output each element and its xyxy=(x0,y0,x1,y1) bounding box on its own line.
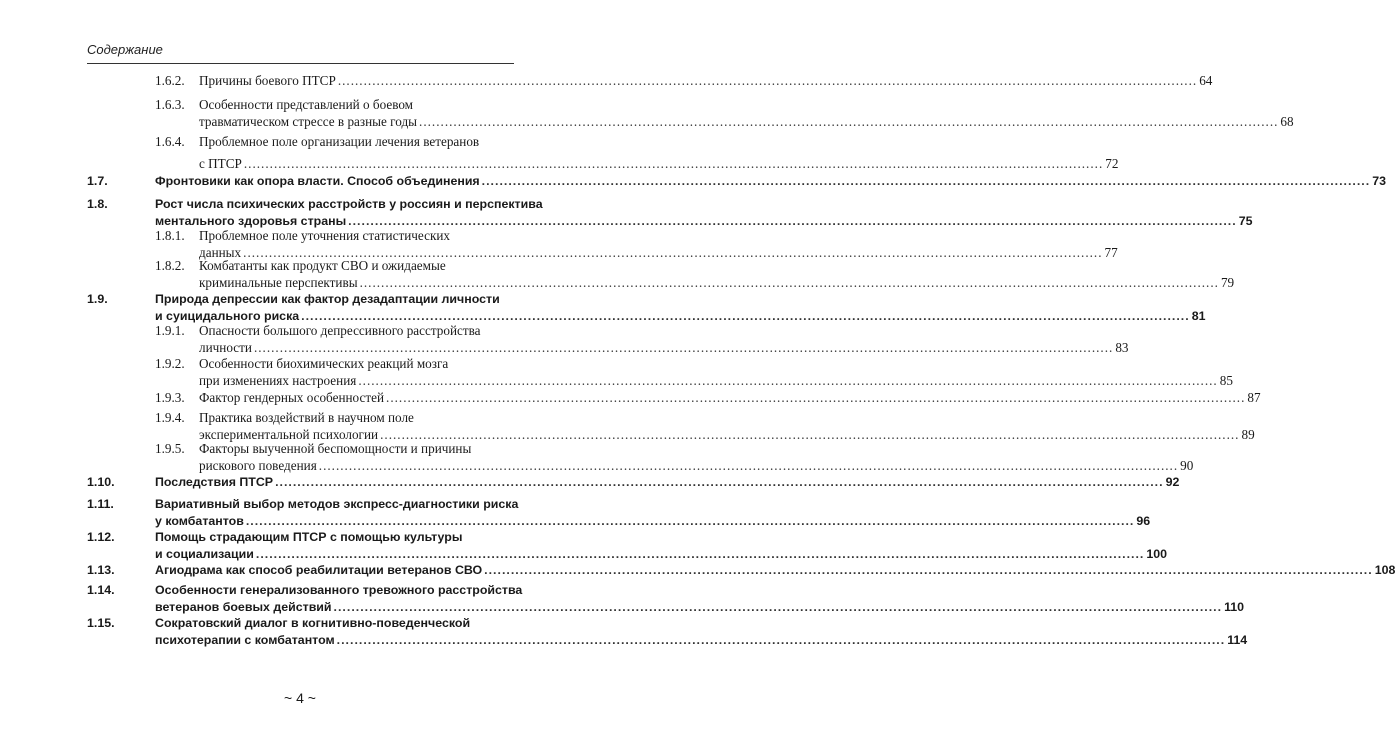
toc-entry-page: 89 xyxy=(1241,426,1255,442)
toc-entry-title: Практика воздействий в научном поле xyxy=(199,410,414,425)
toc-entry-number: 1.9.3. xyxy=(155,390,185,405)
toc-entry-title: психотерапии с комбатантом xyxy=(155,632,335,647)
dot-leader: ........................................................................................................................................................................................................ xyxy=(336,632,1226,647)
toc-entry-line xyxy=(155,546,1168,563)
toc-entry-page: 77 xyxy=(1104,244,1118,260)
toc-entry-line xyxy=(155,173,1386,190)
toc-entry-title: личности xyxy=(199,339,252,355)
dot-leader: ........................................................................................................................................................................................................ xyxy=(318,457,1179,473)
toc-entry-number: 1.11. xyxy=(87,497,114,511)
toc-entry-line xyxy=(155,291,500,308)
toc-entry-page: 79 xyxy=(1220,274,1235,290)
dot-leader: ........................................................................................................................................................................................................ xyxy=(484,563,1373,577)
toc-entry-line xyxy=(155,496,518,513)
toc-entry-number: 1.7. xyxy=(87,174,108,188)
toc-entry-title: Особенности представлений о боевом xyxy=(199,97,414,112)
toc-entry-title: рискового поведения xyxy=(199,457,317,473)
toc-entry-title: Опасности большого депрессивного расстройства xyxy=(199,323,481,338)
toc-entry-title: Природа депрессии как фактор дезадаптации личности xyxy=(155,292,500,306)
toc-entry-title: криминальные перспективы xyxy=(199,274,358,290)
dot-leader: ........................................................................................................................................................................................................ xyxy=(275,475,1164,489)
toc-entry-title: Комбатанты как продукт СВО и ожидаемые xyxy=(199,258,446,273)
toc-entry-title: Факторы выученной беспомощности и причины xyxy=(199,441,472,456)
toc-entry-line xyxy=(199,339,1129,356)
toc-entry-page: 73 xyxy=(1372,174,1386,188)
toc-entry-title: Агиодрама как способ реабилитации ветеранов СВО xyxy=(155,563,483,577)
toc-entry-line xyxy=(155,562,1395,579)
toc-entry-page: 75 xyxy=(1238,213,1253,228)
toc-entry-line xyxy=(155,632,1248,649)
toc-entry-title: Рост числа психических расстройств у россиян и перспектива xyxy=(155,197,543,211)
toc-entry-number: 1.9.2. xyxy=(155,356,185,371)
dot-leader: ........................................................................................................................................................................................................ xyxy=(348,213,1237,228)
toc-entry-title: экспериментальной психологии xyxy=(199,426,379,442)
toc-entry-line xyxy=(199,96,413,113)
dot-leader: ........................................................................................................................................................................................................ xyxy=(386,390,1246,405)
dot-leader: ........................................................................................................................................................................................................ xyxy=(253,339,1114,355)
toc-entry-title: ментального здоровья страны xyxy=(155,213,347,228)
toc-entry-title: с ПТСР xyxy=(199,156,242,171)
toc-entry-line xyxy=(199,72,1213,89)
toc-entry-page: 108 xyxy=(1374,563,1395,577)
toc-entry-number: 1.9. xyxy=(87,292,108,306)
toc-entry-line xyxy=(199,322,481,339)
header-rule xyxy=(87,63,514,64)
running-header: Содержание xyxy=(87,42,163,57)
toc-entry-page: 81 xyxy=(1191,308,1206,323)
toc-entry-page: 87 xyxy=(1247,390,1261,405)
toc-entry-line xyxy=(155,582,522,599)
toc-entry-number: 1.9.5. xyxy=(155,441,185,456)
toc-entry-title: Помощь страдающим ПТСР с помощью культуры xyxy=(155,530,463,544)
toc-entry-title: Проблемное поле организации лечения ветеранов xyxy=(199,134,480,149)
toc-entry-number: 1.8.1. xyxy=(155,228,185,243)
toc-entry-title: при изменениях настроения xyxy=(199,372,357,388)
toc-entry-title: Проблемное поле уточнения статистических xyxy=(199,228,451,243)
toc-entry-page: 64 xyxy=(1199,73,1213,88)
toc-entry-number: 1.9.4. xyxy=(155,410,185,425)
toc-entry-line xyxy=(199,355,448,372)
toc-entry-page: 96 xyxy=(1136,513,1151,528)
toc-entry-title: данных xyxy=(199,244,242,260)
toc-entry-line xyxy=(155,615,470,632)
toc-entry-title: Фактор гендерных особенностей xyxy=(199,390,385,405)
toc-entry-line xyxy=(199,227,450,244)
dot-leader: ........................................................................................................................................................................................................ xyxy=(481,174,1371,188)
toc-entry-number: 1.14. xyxy=(87,583,115,597)
dot-leader: ........................................................................................................................................................................................................ xyxy=(359,274,1219,290)
toc-entry-number: 1.10. xyxy=(87,475,115,489)
dot-leader: ........................................................................................................................................................................................................ xyxy=(333,599,1223,614)
dot-leader: ........................................................................................................................................................................................................ xyxy=(243,156,1104,171)
toc-entry-title: и социализации xyxy=(155,546,254,561)
toc-entry-page: 114 xyxy=(1227,632,1248,647)
toc-entry-number: 1.8. xyxy=(87,197,108,211)
toc-entry-title: Особенности биохимических реакций мозга xyxy=(199,356,449,371)
toc-entry-page: 90 xyxy=(1180,457,1194,473)
toc-entry-line xyxy=(199,457,1194,474)
toc-entry-line xyxy=(199,274,1235,291)
toc-entry-page: 68 xyxy=(1280,113,1294,129)
dot-leader: ........................................................................................................................................................................................................ xyxy=(419,113,1279,129)
toc-entry-title: ветеранов боевых действий xyxy=(155,599,332,614)
dot-leader: ........................................................................................................................................................................................................ xyxy=(380,426,1240,442)
toc-entry-line xyxy=(199,113,1294,130)
toc-entry-line xyxy=(199,409,414,426)
toc-entry-title: Причины боевого ПТСР xyxy=(199,73,336,88)
toc-entry-page: 72 xyxy=(1105,156,1119,171)
toc-entry-line xyxy=(199,155,1119,172)
toc-entry-line xyxy=(199,257,446,274)
toc-entry-line xyxy=(199,440,471,457)
toc-entry-line xyxy=(199,133,479,150)
toc-entry-line xyxy=(155,599,1245,616)
toc-entry-title: Сократовский диалог в когнитивно-поведенческой xyxy=(155,616,471,630)
toc-entry-title: травматическом стрессе в разные годы xyxy=(199,113,418,129)
dot-leader: ........................................................................................................................................................................................................ xyxy=(245,513,1135,528)
toc-entry-number: 1.6.4. xyxy=(155,134,185,149)
toc-entry-line xyxy=(155,529,462,546)
toc-entry-line xyxy=(199,372,1233,389)
toc-entry-line xyxy=(155,474,1180,491)
dot-leader: ........................................................................................................................................................................................................ xyxy=(255,546,1145,561)
toc-entry-title: и суицидального риска xyxy=(155,308,300,323)
toc-entry-page: 110 xyxy=(1224,599,1245,614)
toc-entry-title: Вариативный выбор методов экспресс-диагностики риска xyxy=(155,497,519,511)
dot-leader: ........................................................................................................................................................................................................ xyxy=(301,308,1190,323)
toc-entry-line xyxy=(199,389,1261,406)
toc-entry-page: 92 xyxy=(1165,475,1180,489)
toc-entry-line xyxy=(155,513,1151,530)
toc-entry-number: 1.9.1. xyxy=(155,323,185,338)
toc-entry-number: 1.8.2. xyxy=(155,258,185,273)
toc-entry-page: 100 xyxy=(1146,546,1168,561)
toc-entry-title: у комбатантов xyxy=(155,513,244,528)
toc-entry-line xyxy=(155,196,543,213)
toc-entry-title: Последствия ПТСР xyxy=(155,475,274,489)
dot-leader: ........................................................................................................................................................................................................ xyxy=(337,73,1198,88)
toc-entry-title: Фронтовики как опора власти. Способ объединения xyxy=(155,174,480,188)
toc-entry-title: Особенности генерализованного тревожного расстройства xyxy=(155,583,523,597)
toc-entry-number: 1.12. xyxy=(87,530,115,544)
dot-leader: ........................................................................................................................................................................................................ xyxy=(358,372,1218,388)
dot-leader: ........................................................................................................................................................................................................ xyxy=(243,244,1103,260)
toc-entry-page: 83 xyxy=(1115,339,1129,355)
toc-entry-number: 1.13. xyxy=(87,563,115,577)
toc-entry-number: 1.15. xyxy=(87,616,115,630)
toc-entry-number: 1.6.2. xyxy=(155,73,185,88)
page-number: ~ 4 ~ xyxy=(284,690,316,706)
toc-entry-page: 85 xyxy=(1219,372,1233,388)
toc-entry-number: 1.6.3. xyxy=(155,97,185,112)
